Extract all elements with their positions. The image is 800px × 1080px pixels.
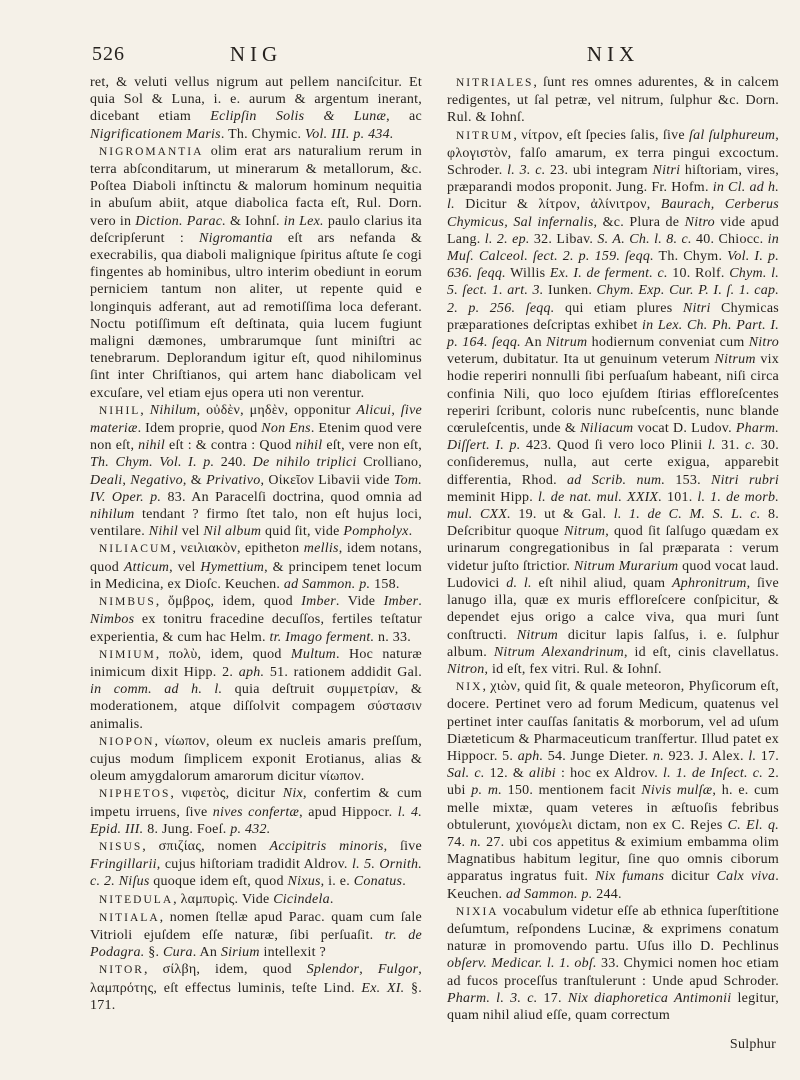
dictionary-entry bbox=[90, 891, 422, 909]
entry-text: Crolliano, bbox=[356, 455, 422, 471]
entry-headword: NITIALA bbox=[99, 911, 160, 924]
italic-text: Baurach, Cerberus Chymicus, Sal infernalis bbox=[447, 197, 779, 230]
dictionary-entry bbox=[90, 593, 422, 646]
entry-text: ret, & veluti vellus nigrum aut pellem nanciſcitur. Et quia Sol & Luna, i. e. aurum & argentum inerant, dicebant etiam bbox=[90, 75, 422, 125]
entry-text: dicitur bbox=[664, 869, 717, 885]
dictionary-entry bbox=[447, 74, 779, 127]
dictionary-entry bbox=[90, 785, 422, 838]
italic-text: ſal ſulphureum bbox=[689, 127, 776, 143]
dictionary-entry bbox=[90, 540, 422, 593]
italic-text: Eclipſin Solis & Lunæ bbox=[210, 109, 387, 125]
italic-text: Deali bbox=[90, 472, 123, 488]
italic-text: l. 5. Ornith. c. 2. bbox=[90, 857, 422, 890]
entry-text: 101. bbox=[662, 489, 698, 505]
entry-text: , nomen ſtellæ apud Parac. quam cum ſale Vitrioli ejuſdem eſſe naturæ, ſibi perſuaſit. bbox=[90, 909, 422, 943]
entry-text: , σίλβη, idem, quod bbox=[143, 962, 307, 978]
entry-text: hiſtoriam, vires, præparandi modos proponit. Jung. Fr. Hofm. bbox=[447, 163, 779, 196]
entry-text: , quod ſit ſalſugo quædam ex urinarum congregationibus in ſal præparata : verum videtur juſto ſtrictior. bbox=[447, 524, 779, 574]
italic-text: Nil album bbox=[203, 524, 262, 540]
entry-text: 17. bbox=[537, 990, 568, 1006]
entry-text: Dicitur & λίτρον, ἀλίνιτρον, bbox=[454, 197, 661, 213]
italic-text: Pharm. l. 3. c. bbox=[447, 990, 538, 1006]
entry-text: , cujus hiſtoriam tradidit Aldrov. bbox=[156, 857, 352, 873]
italic-text: Sal. c. bbox=[447, 766, 485, 782]
italic-text: Hymettium bbox=[200, 559, 265, 575]
italic-text: Nitrum Alexandrinum bbox=[493, 644, 624, 660]
italic-text: Chym. l. 5. ſect. 1. art. 3. bbox=[447, 266, 780, 299]
italic-text: Nitrum bbox=[564, 524, 606, 540]
entry-text: n. 33. bbox=[374, 629, 412, 645]
italic-text: Nihil bbox=[148, 524, 178, 540]
entry-text: , φλογιστὸν, falſo amarum, ex terra pingui excoctum. Schroder. bbox=[447, 127, 779, 179]
entry-text: Chymicas præparationes deſcriptas exhibet bbox=[447, 300, 779, 333]
italic-text: aph. bbox=[238, 664, 265, 680]
dictionary-entry bbox=[447, 903, 779, 1024]
italic-text: l. de nat. mul. XXIX. bbox=[537, 489, 663, 505]
italic-text: C. El. q. bbox=[727, 817, 779, 833]
entry-text: , νίωπον, oleum ex nucleis amaris preſſum, cujus modum ſimplicem exponit Erotianus, alias & oleum amygdalorum amarorum dicitur νίωπον. bbox=[90, 733, 422, 785]
entry-text: 54. Junge Dieter. bbox=[543, 748, 653, 764]
entry-text: vide apud Lang. bbox=[447, 214, 779, 247]
dictionary-entry bbox=[447, 678, 779, 903]
italic-text: Nigromantia bbox=[199, 230, 273, 246]
entry-text: , νιφετὸς, dicitur bbox=[170, 786, 283, 802]
entry-text: . bbox=[418, 594, 423, 610]
italic-text: De nihilo triplici bbox=[252, 455, 357, 471]
italic-text: Nixus bbox=[287, 874, 321, 890]
entry-headword: NIX bbox=[456, 681, 483, 694]
italic-text: Nitro bbox=[684, 214, 715, 230]
italic-text: Fulgor bbox=[377, 962, 419, 978]
entry-text: eſt : & contra : Quod bbox=[165, 438, 296, 454]
italic-text: in Muſ. Calceol. ſect. 2. p. 159. ſeqq. bbox=[447, 231, 780, 265]
italic-text: Non Ens bbox=[261, 421, 311, 437]
italic-text: Nix diaphoretica Antimonii bbox=[567, 990, 732, 1006]
entry-text: . Hoc naturæ inimicum dixit Hipp. 2. bbox=[90, 646, 422, 680]
entry-text: . bbox=[402, 874, 406, 890]
entry-text: , idem notans, quod bbox=[90, 541, 422, 575]
entry-text: 74. bbox=[447, 834, 471, 850]
entry-text: eſt ars nefanda & execrabilis, qua diaboli malignique ſpiritus aſtute ſe cogi fingentes ab hominibus, ultro interim obediunt in eorum perniciem tantum non aliter, ut repente quid e longinquis adferant, aut ad remotiſſima loca deferant. Noctu potiſſimum eſt deſtinata, quia lucem fugiunt maligni dæmones, umbrarumque ſunt miniſtri ac tenebrarum. Deplorandum igitur eſt, quod nihilominus ſint inter Chriſtianos, qui artem hanc diabolicam vel excuſare, vel etiam ejus opera uti non verentur. bbox=[90, 230, 423, 401]
entry-text: olim erat ars naturalium rerum in terra abſconditarum, ut minerarum & metallorum, &c. Poſtea Diaboli inſtinctu & malorum hominum nequitia in abuſum abiit, atque diabolica facta eſt, Rul. Dorn. vero in bbox=[90, 143, 422, 229]
entry-text: Willis bbox=[505, 266, 550, 282]
entry-text: eſt nihil aliud, quam bbox=[531, 575, 672, 591]
entry-headword: NITRUM bbox=[456, 129, 514, 142]
entry-text: 244. bbox=[592, 886, 622, 902]
italic-text: Niſus bbox=[118, 874, 150, 890]
italic-text: Cura bbox=[163, 945, 193, 961]
italic-text: Fringillarii bbox=[90, 857, 157, 873]
italic-text: Nitro bbox=[748, 335, 779, 351]
entry-text: , bbox=[122, 472, 131, 488]
italic-text: ad Scrib. num. bbox=[567, 472, 666, 488]
italic-text: Nitrum bbox=[714, 352, 756, 368]
entry-text: 240. bbox=[214, 455, 253, 471]
entry-text: : hoc ex Aldrov. bbox=[555, 766, 664, 782]
italic-text: l. bbox=[748, 748, 757, 764]
dictionary-entry bbox=[447, 127, 779, 679]
entry-text: vocat D. Ludov. bbox=[633, 421, 736, 437]
italic-text: c. bbox=[745, 438, 756, 454]
entry-text: quia deſtruit συμμετρίαν, & moderationem, atque diſſolvit compagem σύστασιν animalis. bbox=[90, 682, 422, 732]
entry-text: 17. bbox=[756, 748, 780, 764]
entry-text: 153. bbox=[665, 472, 712, 488]
entry-text: 23. ubi integram bbox=[545, 163, 653, 179]
entry-headword: NILIACUM bbox=[99, 543, 173, 556]
entry-text: , νίτρον, eſt ſpecies ſalis, ſive bbox=[513, 127, 690, 143]
italic-text: nihilum bbox=[90, 507, 135, 523]
italic-text: l. 1. de morb. mul. CXX. bbox=[447, 489, 779, 523]
entry-text: quid ſit, vide bbox=[261, 524, 344, 540]
italic-text: n. bbox=[653, 748, 664, 764]
entry-text: intellexit ? bbox=[259, 945, 326, 961]
entry-text: , h. e. cum melle mixtæ, quam veteres in æſtuoſis febribus obtulerunt, χιονόμελι dictam, non ex C. Rejes bbox=[447, 783, 780, 833]
entry-text: 10. Rolf. bbox=[667, 266, 730, 282]
entry-text: . Keuchen. bbox=[447, 869, 780, 902]
running-head-right: NIX bbox=[586, 42, 640, 66]
italic-text: Pompholyx bbox=[343, 524, 409, 540]
entry-text: , ſunt res omnes adurentes, & in calcem redigentes, ut ſal petræ, vel nitrum, ſulphur &c. Dorn. Rul. & Iohnſ. bbox=[447, 75, 779, 126]
italic-text: Nihilum bbox=[149, 402, 197, 418]
entry-text: , ac bbox=[386, 109, 422, 125]
entry-text: 12. & bbox=[484, 766, 530, 782]
entry-text: 158. bbox=[370, 576, 400, 592]
italic-text: p. m. bbox=[471, 783, 502, 799]
entry-text: , νειλιακὸν, epitheton bbox=[172, 541, 304, 557]
italic-text: in Lex. bbox=[283, 213, 324, 229]
entry-text: eſt, vere non eſt, bbox=[322, 438, 422, 454]
entry-text: vel bbox=[178, 524, 204, 540]
italic-text: Negativo bbox=[130, 472, 183, 488]
italic-text: Alicui bbox=[356, 402, 392, 418]
entry-text: 83. An Paracelſi doctrina, quod omnia ad bbox=[161, 489, 422, 505]
dictionary-entry bbox=[90, 909, 422, 962]
italic-text: Aphronitrum bbox=[672, 575, 747, 591]
italic-text: l. 2. ep. bbox=[484, 231, 530, 247]
italic-text: l. 3. c. bbox=[507, 163, 546, 179]
entry-text: , ſive bbox=[383, 838, 422, 854]
italic-text: Nix bbox=[282, 786, 303, 802]
entry-text: quoque idem eſt, quod bbox=[149, 874, 288, 890]
entry-text: 923. J. Alex. bbox=[664, 748, 749, 764]
italic-text: n. bbox=[470, 834, 482, 850]
italic-text: Diction. Parac. bbox=[135, 213, 226, 229]
entry-text: , bbox=[140, 402, 150, 418]
entry-text: . Idem proprie, quod bbox=[137, 421, 262, 437]
entry-text: An bbox=[520, 335, 547, 351]
italic-text: ad Sammon. p. bbox=[506, 886, 593, 902]
entry-text: , ὄμβρος, idem, quod bbox=[155, 594, 302, 610]
italic-text: l. 4. Epid. III. bbox=[90, 804, 422, 837]
entry-text: paulo clarius ita deſcripſerunt : bbox=[90, 213, 422, 246]
entry-text: 8. Jung. Foeſ. bbox=[143, 821, 231, 837]
entry-headword: NIOPON bbox=[99, 735, 155, 748]
entry-text: , πολὺ, idem, quod bbox=[155, 646, 291, 662]
italic-text: Niliacum bbox=[580, 421, 634, 437]
entry-text: veterum, dubitatur. Ita ut genuinum veterum bbox=[447, 352, 715, 368]
entry-text: 150. mentionem facit bbox=[501, 783, 642, 799]
entry-text: . bbox=[329, 891, 334, 907]
entry-text: , & principem tenet locum in Medicina, ex Dioſc. Keuchen. bbox=[90, 559, 422, 592]
italic-text: Splendor bbox=[306, 962, 360, 978]
italic-text: Nitron bbox=[447, 661, 485, 677]
entry-text: & Iohnſ. bbox=[226, 213, 284, 229]
italic-text: Nitri bbox=[652, 163, 681, 179]
entry-text: , λαμπρότης, eſt effectus luminis, teſte Lind. bbox=[90, 962, 423, 996]
entry-text: qui etiam plures bbox=[554, 300, 683, 316]
entry-text: meminit Hipp. bbox=[447, 489, 538, 505]
entry-text: , Οἰκεῖον Libavii vide bbox=[260, 472, 394, 488]
italic-text: Nimbos bbox=[90, 612, 135, 628]
italic-text: Nitrum bbox=[516, 627, 558, 643]
entry-headword: NIPHETOS bbox=[99, 788, 171, 801]
entry-text: , ſive lanugo illa, quæ ex muris effloreſcere conſpicitur, & dependet ejus origo a calce viva, qua muri ſunt conſtructi. bbox=[447, 575, 780, 643]
entry-text: , i. e. bbox=[320, 874, 354, 890]
entry-headword: NIHIL bbox=[99, 404, 141, 417]
entry-text: §. 171. bbox=[90, 980, 422, 1013]
italic-text: Imber bbox=[383, 594, 419, 610]
dictionary-entry bbox=[90, 646, 422, 733]
entry-headword: NIMBUS bbox=[99, 596, 156, 609]
entry-text: , σπιζίας, nomen bbox=[142, 838, 270, 854]
entry-headword: NITOR bbox=[99, 964, 144, 977]
italic-text: Chym. Exp. Cur. P. I. ſ. 1. cap. 2. p. 256. ſeqq. bbox=[447, 283, 779, 316]
italic-text: Sirium bbox=[220, 945, 260, 961]
entry-headword: NIGROMANTIA bbox=[99, 145, 204, 158]
entry-text: . bbox=[408, 524, 413, 540]
entry-text: , λαμπυρὶς. Vide bbox=[173, 891, 274, 907]
italic-text: l. 1. de C. M. S. L. c. bbox=[613, 507, 761, 523]
italic-text: Ex. I. de ferment. c. bbox=[549, 266, 668, 282]
entry-text: tendant ? firmo ſtet talo, non eſt hujus loci, ventilare. bbox=[90, 507, 422, 540]
entry-text: , id eſt, cinis clavellatus. bbox=[623, 644, 779, 660]
entry-text: vocabulum videtur eſſe ab ethnica ſuperſtitione deſumtum, reſpondens Lucinæ, & exprimens conatum naturæ in promovendo partu. Uſus illo D. Pechlinus bbox=[447, 903, 779, 955]
italic-text: in comm. ad h. l. bbox=[90, 682, 223, 698]
entry-headword: NIMIUM bbox=[99, 648, 156, 661]
entry-text: , bbox=[359, 962, 378, 978]
right-column bbox=[447, 74, 779, 1024]
entry-text: hodiernum conveniat cum bbox=[587, 335, 749, 351]
italic-text: Imber bbox=[301, 594, 336, 610]
entry-text: , bbox=[391, 402, 401, 418]
entry-headword: NISUS bbox=[99, 840, 143, 853]
italic-text: Nitri bbox=[682, 300, 711, 316]
italic-text: Cicindela bbox=[273, 891, 330, 907]
entry-text: §. bbox=[144, 945, 163, 961]
italic-text: S. A. Ch. l. 8. c. bbox=[597, 231, 692, 247]
italic-text: Tom. IV. Oper. p. bbox=[90, 472, 423, 505]
italic-text: Vol. I. p. 636. ſeqq. bbox=[447, 249, 779, 282]
italic-text: tr. de Podagra. bbox=[90, 927, 422, 961]
dictionary-entry bbox=[90, 402, 422, 541]
italic-text: in Cl. ad h. l. bbox=[447, 180, 779, 213]
entry-text: dicitur lapis ſalſus, i. e. ſulphur album. bbox=[447, 627, 779, 660]
italic-text: alibi bbox=[529, 766, 556, 782]
italic-text: Nitri rubri bbox=[711, 472, 779, 488]
entry-text: , vel bbox=[169, 559, 201, 575]
italic-text: nives confertæ bbox=[212, 804, 300, 820]
entry-text: 33. Chymici nomen hoc etiam ad fucos proceſſus tranſtulerunt : Unde apud Schroder. bbox=[447, 956, 779, 989]
entry-text: . An bbox=[192, 945, 221, 961]
dictionary-entry bbox=[90, 733, 422, 786]
entry-text: , & bbox=[182, 472, 207, 488]
italic-text: nihil bbox=[295, 438, 323, 454]
entry-text: ex tonitru fracedine decuſſos, fertiles teſtatur experientia, & cum hac Helm. bbox=[90, 612, 422, 645]
italic-text: ſive materiæ bbox=[90, 402, 423, 437]
entry-text: 40. Chiocc. bbox=[691, 231, 768, 247]
italic-text: tr. Imago ferment. bbox=[269, 629, 375, 645]
italic-text: l. bbox=[707, 438, 716, 454]
italic-text: nihil bbox=[138, 438, 166, 454]
entry-text: , confertim & cum impetu irruens, ſive bbox=[90, 786, 422, 820]
entry-text: , χιὼν, quid ſit, & quale meteoron, Phyſicorum eſt, docere. Pertinet vero ad forum Medicum, quatenus vel pertinet inter cauſſas ſanitatis & morborum, vel ad uſum Diæteticum & Pharmaceuticum tranſfertur. Illud patet ex Hippocr. 5. bbox=[447, 679, 779, 764]
italic-text: Atticum bbox=[123, 559, 170, 575]
italic-text: Th. Chym. Vol. I. p. bbox=[90, 455, 215, 471]
italic-text: obſerv. Medicar. l. 1. obſ. bbox=[447, 956, 597, 972]
italic-text: d. l. bbox=[506, 575, 532, 591]
entry-text: 2. ubi bbox=[447, 766, 780, 799]
italic-text: ad Sammon. p. bbox=[283, 576, 371, 592]
entry-headword: NITRIALES bbox=[456, 77, 534, 89]
entry-continuation bbox=[90, 74, 422, 143]
entry-text: 30. conſideremus, nulla, aut certe exigua, apparebit differentia, Rhod. bbox=[447, 438, 780, 488]
entry-text: , &c. Plura de bbox=[593, 214, 685, 230]
italic-text: Nitrum Murarium bbox=[573, 558, 679, 574]
italic-text: Nitrum bbox=[546, 335, 588, 351]
page-number: 526 bbox=[92, 43, 125, 65]
entry-text: . Th. Chymic. bbox=[220, 126, 306, 142]
entry-headword: NIXIA bbox=[456, 905, 499, 918]
italic-text: in Lex. Ch. Ph. Part. I. p. 164. ſeqq. bbox=[447, 317, 779, 351]
entry-text: . Vide bbox=[335, 594, 384, 610]
italic-text: Conatus bbox=[353, 874, 403, 890]
entry-text: 31. bbox=[715, 438, 746, 454]
italic-text: Accipitris minoris bbox=[269, 838, 384, 854]
italic-text: Vol. III. p. 434. bbox=[305, 126, 394, 142]
italic-text: p. 432. bbox=[230, 821, 271, 837]
italic-text: Privativo bbox=[206, 472, 261, 488]
entry-text: 423. Quod ſi vero loco Plinii bbox=[520, 438, 708, 454]
entry-text: 51. rationem addidit Gal. bbox=[264, 664, 422, 680]
catchword: Sulphur bbox=[729, 1037, 776, 1052]
entry-text: Th. Chym. bbox=[653, 249, 728, 265]
entry-text: , οὐδὲν, μηδὲν, opponitur bbox=[196, 402, 357, 418]
entry-text: legitur, quam nihil aliud eſſe, quam correctum bbox=[447, 990, 780, 1023]
italic-text: Pharm. Diſſert. I. p. bbox=[447, 421, 779, 454]
entry-text: , apud Hippocr. bbox=[299, 804, 398, 820]
entry-text: 32. Libav. bbox=[529, 231, 598, 247]
entry-text: , id eſt, fex vitri. Rul. & Iohnſ. bbox=[484, 661, 662, 677]
dictionary-entry bbox=[90, 838, 422, 891]
entry-text: vix hodie reperiri nonnulli ſibi perſuaſum habeant, niſi circa confinia Nili, quo loco ejuſdem ſtirias effloreſcentes reperiri ſcribunt, coloris nunc rubeſcentis, nunc blande cœruleſcentis, unde & bbox=[447, 352, 780, 437]
italic-text: mellis bbox=[303, 541, 339, 557]
dictionary-entry bbox=[90, 143, 422, 402]
entry-text: 8. Deſcribitur quoque bbox=[447, 507, 779, 540]
entry-text: 27. ubi cos appetitus & eximium embamma olim Magnatibus habitum legitur, ſine quo omnis ciborum apparatus ingratus fuit. bbox=[447, 834, 779, 885]
entry-text: 19. ut & Gal. bbox=[510, 507, 614, 523]
entry-headword: NITEDULA bbox=[99, 893, 174, 906]
running-head-left: NIG bbox=[229, 42, 283, 66]
italic-text: l. 1. de Inſect. c. bbox=[663, 766, 763, 782]
italic-text: Nigrificationem Maris bbox=[90, 126, 221, 142]
italic-text: Nivis mulſæ bbox=[641, 783, 713, 799]
italic-text: Ex. XI. bbox=[361, 980, 405, 996]
italic-text: Nix fumans bbox=[595, 869, 665, 885]
entry-text: Iunken. bbox=[543, 283, 597, 299]
left-column bbox=[90, 74, 422, 1014]
entry-text: . Etenim quod vere non eſt, bbox=[90, 421, 422, 454]
italic-text: aph. bbox=[517, 748, 544, 764]
italic-text: Calx viva bbox=[716, 869, 776, 885]
dictionary-entry bbox=[90, 961, 422, 1014]
entry-text: quod vocat laud. Ludovici bbox=[447, 558, 780, 591]
italic-text: Multum bbox=[290, 646, 336, 662]
